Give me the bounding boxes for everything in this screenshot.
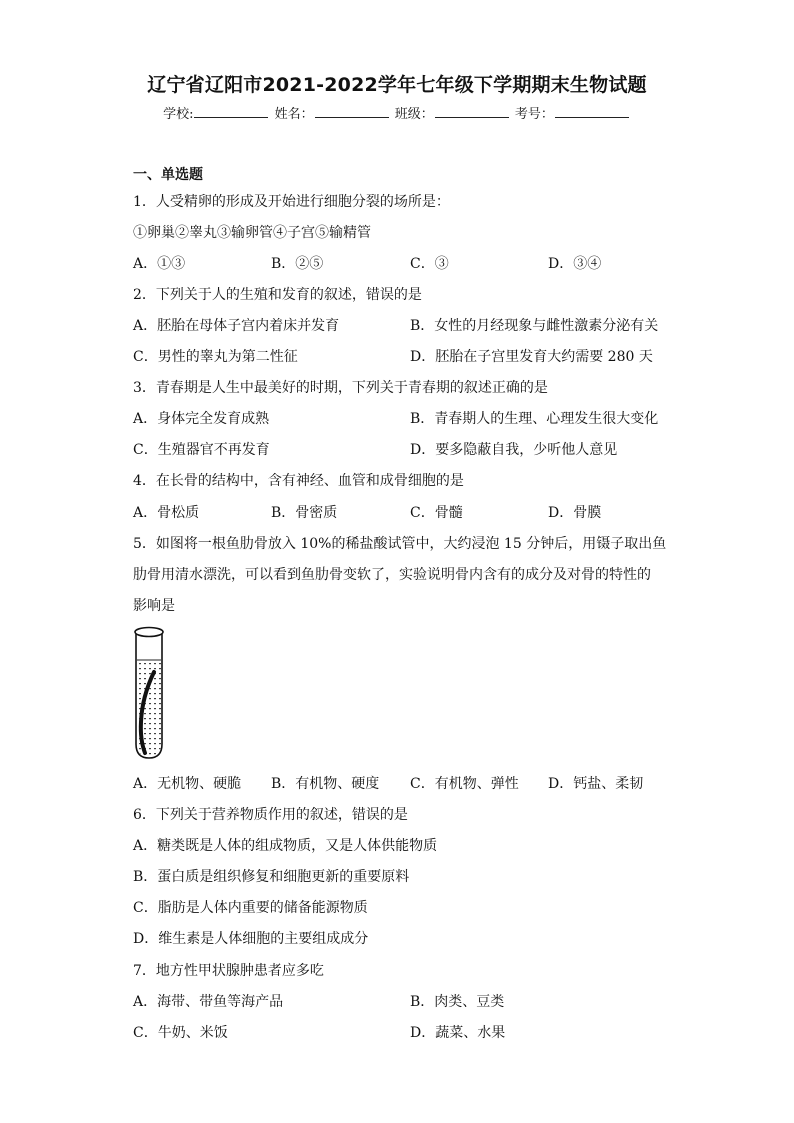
question-7-option-a: A．海带、带鱼等海产品	[133, 994, 284, 1010]
question-4-option-c: C．骨髓	[410, 505, 463, 521]
question-4-option-a: A．骨松质	[133, 505, 200, 521]
student-info-line	[0, 103, 794, 122]
question-7-option-c: C．牛奶、米饭	[133, 1025, 228, 1041]
question-6-option-a: A．糖类既是人体的组成物质，又是人体供能物质	[133, 838, 438, 854]
question-3-option-c: C．生殖器官不再发育	[133, 442, 270, 458]
question-7-stem: 7．地方性甲状腺肿患者应多吃	[133, 963, 324, 979]
question-1-option-a: A．①③	[133, 256, 186, 272]
question-7-option-d: D．蔬菜、水果	[410, 1025, 506, 1041]
name-blank	[315, 105, 389, 118]
question-3-option-b: B．青春期人的生理、心理发生很大变化	[410, 411, 659, 427]
question-7-option-b: B．肉类、豆类	[410, 994, 505, 1010]
school-label: 学校:	[163, 107, 194, 122]
test-tube-icon	[135, 628, 163, 759]
question-3-stem: 3．青春期是人生中最美好的时期，下列关于青春期的叙述正确的是	[133, 380, 548, 396]
question-6-option-d: D．维生素是人体细胞的主要组成成分	[133, 931, 369, 947]
name-label: 姓名：	[274, 107, 314, 122]
question-5-option-c: C．有机物、弹性	[410, 776, 519, 792]
class-label: 班级：	[394, 107, 434, 122]
question-2-option-d: D．胚胎在子宫里发育大约需要 280 天	[410, 349, 653, 365]
school-blank	[194, 105, 268, 118]
question-1-option-d: D．③④	[548, 256, 602, 272]
question-4-stem: 4．在长骨的结构中，含有神经、血管和成骨细胞的是	[133, 473, 464, 489]
exam-number-label: 考号：	[514, 107, 554, 122]
question-1-option-c: C．③	[410, 256, 449, 272]
question-6-option-b: B．蛋白质是组织修复和细胞更新的重要原料	[133, 869, 410, 885]
question-5-stem-line-2: 肋骨用清水漂洗，可以看到鱼肋骨变软了，实验说明骨内含有的成分及对骨的特性的	[133, 567, 651, 583]
question-5-stem-line-3: 影响是	[133, 598, 175, 614]
question-2-option-b: B．女性的月经现象与雌性激素分泌有关	[410, 318, 659, 334]
section-title: 一、单选题	[133, 167, 203, 183]
question-3-option-d: D．要多隐蔽自我，少听他人意见	[410, 442, 618, 458]
question-5-stem-line-1: 5．如图将一根鱼肋骨放入 10%的稀盐酸试管中，大约浸泡 15 分钟后，用镊子取出鱼	[133, 536, 667, 552]
question-5-option-b: B．有机物、硬度	[271, 776, 380, 792]
question-3-option-a: A．身体完全发育成熟	[133, 411, 270, 427]
test-tube-figure	[128, 622, 170, 764]
question-5-option-a: A．无机物、硬脆	[133, 776, 242, 792]
question-6-option-c: C．脂肪是人体内重要的储备能源物质	[133, 900, 368, 916]
question-2-stem: 2．下列关于人的生殖和发育的叙述，错误的是	[133, 287, 422, 303]
question-1-stem: 1．人受精卵的形成及开始进行细胞分裂的场所是：	[133, 194, 450, 210]
exam-title: 辽宁省辽阳市2021-2022学年七年级下学期期末生物试题	[147, 74, 647, 96]
class-blank	[435, 105, 509, 118]
tube-mouth	[135, 628, 163, 637]
question-1-option-b: B．②⑤	[271, 256, 324, 272]
question-5-option-d: D．钙盐、柔韧	[548, 776, 644, 792]
question-2-option-a: A．胚胎在母体子宫内着床并发育	[133, 318, 340, 334]
question-4-option-d: D．骨膜	[548, 505, 602, 521]
question-2-option-c: C．男性的睾丸为第二性征	[133, 349, 298, 365]
exam-number-blank	[555, 105, 629, 118]
question-6-stem: 6．下列关于营养物质作用的叙述，错误的是	[133, 807, 408, 823]
question-4-option-b: B．骨密质	[271, 505, 338, 521]
question-1-sub: ①卵巢②睾丸③输卵管④子宫⑤输精管	[133, 225, 371, 241]
